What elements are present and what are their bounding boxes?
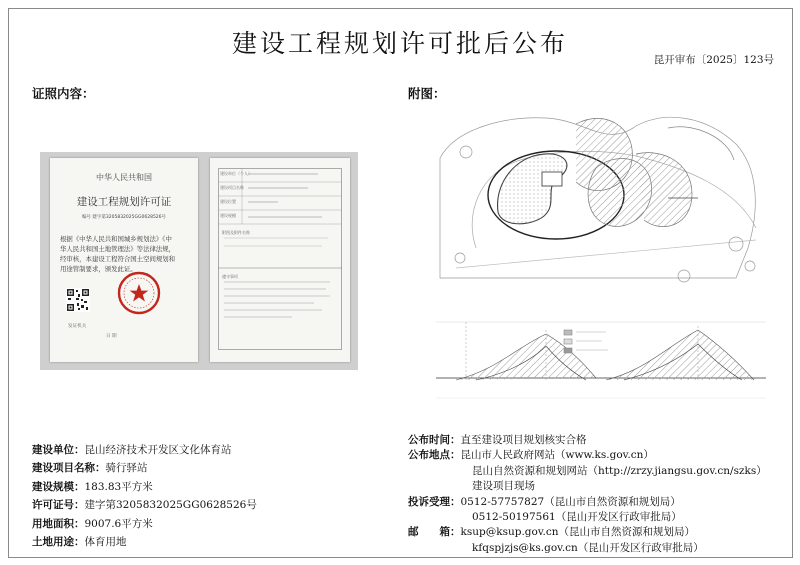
info-row-land-area: 用地面积：9007.6平方米 [32,517,153,530]
certificate-photo [40,152,358,370]
page-title: 建设工程规划许可批后公布 [231,29,568,58]
certificate-section-heading: 证照内容： [32,86,95,101]
certificate-table [218,168,342,350]
notes-label: 遵守事项 [222,274,238,279]
plan-view [440,117,756,282]
project-info [32,441,257,551]
certificate-issuer: 发证机关 [68,324,87,329]
publish-time: 公布时间：直至建设项目规划核实合格 [408,434,587,446]
info-row-project-name: 建设项目名称：骑行驿站 [32,462,148,475]
site-plan-drawing [436,108,766,408]
info-row-applicant: 建设单位：昆山经济技术开发区文化体育站 [32,444,232,456]
certificate-name: 建设工程规划许可证 [76,196,172,208]
publication-info [408,433,767,556]
certificate-country: 中华人民共和国 [96,173,152,182]
publish-location-3: 建设项目现场 [472,480,535,493]
elevation-view [436,322,766,398]
attachment-section-heading: 附图： [408,86,446,101]
attachment-label: 附图及附件名称 [222,230,250,235]
complaint-phone: 投诉受理：0512-57757827（昆山市自然资源和规划局） [408,495,681,508]
certificate-right-page [210,158,350,362]
official-seal-icon [116,270,162,316]
info-row-permit-number: 许可证号：建字第3205832025GG0628526号 [32,499,257,512]
field-label-scale: 建设规模 [220,213,236,218]
publish-location: 公布地点：昆山市人民政府网站（www.ks.gov.cn） [408,449,654,462]
complaint-email: 邮 箱：ksup@ksup.gov.cn（昆山市自然资源和规划局） [408,526,696,539]
field-label-project: 建设项目名称 [220,185,244,190]
info-row-land-use: 土地用途：体育用地 [32,536,127,549]
complaint-email-2: kfqspjzjs@ks.gov.cn（昆山开发区行政审批局） [472,541,704,554]
field-label-location: 建设位置 [220,199,236,204]
certificate-body: 根据《中华人民共和国城乡规划法》《中 华人民共和国土地管理法》等法律法规， 经审核，本建设工程符合国土空间规划和 用途管制要求，颁发此证。 [60,235,176,273]
info-row-scale: 建设规模：183.83平方米 [32,480,153,493]
complaint-phone-2: 0512-50197561（昆山开发区行政审批局） [472,511,682,524]
qr-code-icon [66,288,90,312]
field-label-applicant: 建设单位（个人） [220,171,252,176]
certificate-number: 编号 建字第3205832025GG0628526号 [81,215,167,220]
certificate-left-page [50,158,198,362]
publish-location-2: 昆山自然资源和规划网站（http://zrzy.jiangsu.gov.cn/szks） [472,464,767,477]
certificate-date: 日 期 [106,334,117,339]
document-number: 昆开审布〔2025〕123号 [653,54,774,66]
